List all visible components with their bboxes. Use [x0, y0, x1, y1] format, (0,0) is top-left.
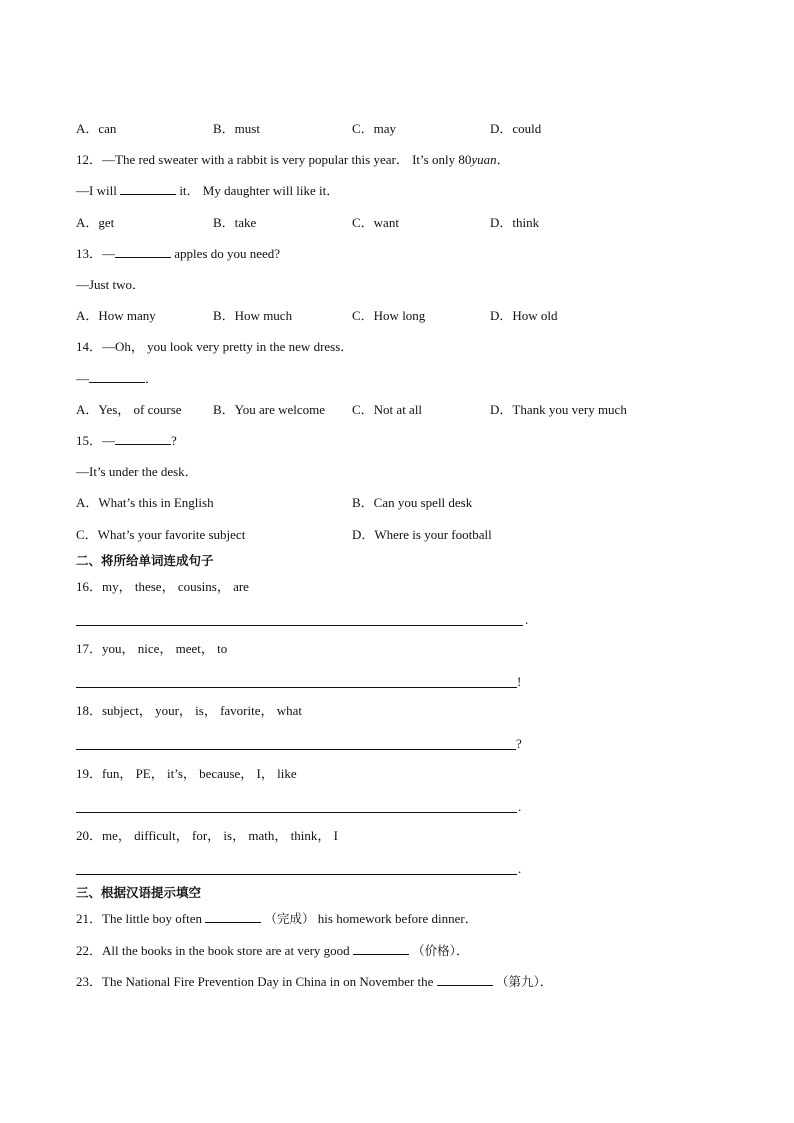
q16-prompt: 16．my， these， cousins， are: [76, 579, 249, 594]
q19-answer-line[interactable]: [76, 796, 517, 813]
q13-option-a[interactable]: A．How many: [76, 308, 156, 323]
q12-option-c[interactable]: C．want: [352, 215, 399, 230]
q12-reply: [76, 183, 339, 199]
q15-option-a[interactable]: A．What’s this in English: [76, 495, 214, 510]
q13-option-c[interactable]: C．How long: [352, 308, 426, 323]
q11-option-b[interactable]: B．must: [213, 121, 260, 136]
q22-start: 22．All the books in the book store are at very good: [76, 943, 353, 958]
q15-option-b[interactable]: B．Can you spell desk: [352, 495, 473, 510]
q22-question: [76, 943, 469, 959]
q11-option-a[interactable]: A．can: [76, 121, 117, 136]
q12-reply-start: —I will: [76, 183, 121, 198]
q13-reply: —Just two．: [76, 277, 145, 292]
section-2-title: 二、将所给单词连成句子: [76, 553, 214, 568]
q13-start: 13．—: [76, 246, 116, 261]
q22-blank[interactable]: [353, 943, 409, 955]
q19-end-mark: .: [518, 799, 522, 814]
q15-start: 15．—: [76, 433, 116, 448]
q20-end-mark: .: [518, 861, 522, 876]
q15-blank[interactable]: [115, 433, 171, 445]
q12-reply-end: it． My daughter will like it．: [176, 183, 340, 198]
q12-question: [76, 152, 510, 168]
q23-start: 23．The National Fire Prevention Day in China in on November the: [76, 974, 437, 989]
q17-end-mark: !: [517, 674, 522, 689]
q12-blank[interactable]: [120, 183, 176, 195]
q14-option-a[interactable]: A．Yes， of course: [76, 402, 182, 417]
q18-prompt: 18．subject， your， is， favorite， what: [76, 703, 303, 718]
q17-answer-line[interactable]: [76, 671, 517, 688]
q13-option-d[interactable]: D．How old: [490, 308, 558, 323]
q13-end: apples do you need?: [171, 246, 281, 261]
q21-hint: （完成）: [264, 911, 315, 926]
q14-option-b[interactable]: B．You are welcome: [213, 402, 326, 417]
q14-blank[interactable]: [89, 371, 145, 383]
q21-start: 21．The little boy often: [76, 911, 206, 926]
q14-reply: [76, 371, 158, 387]
q22-end: ．: [455, 943, 469, 958]
q20-answer-line[interactable]: [76, 858, 517, 875]
q15-option-c[interactable]: C．What’s your favorite subject: [76, 527, 246, 542]
q14-reply-start: —: [76, 371, 89, 386]
q11-option-c[interactable]: C．may: [352, 121, 397, 136]
q12-option-a[interactable]: A．get: [76, 215, 115, 230]
q16-end-mark: .: [525, 612, 529, 627]
q22-hint: （价格）: [412, 943, 456, 958]
q15-end: ?: [171, 433, 177, 448]
q15-reply: —It’s under the desk．: [76, 464, 198, 479]
q14-option-d[interactable]: D．Thank you very much: [490, 402, 627, 417]
q15-option-d[interactable]: D．Where is your football: [352, 527, 492, 542]
q14-reply-end: ．: [145, 371, 159, 386]
q21-question: [76, 911, 478, 927]
q14-question: 14．—Oh， you look very pretty in the new dress．: [76, 339, 354, 354]
q18-end-mark: ?: [516, 736, 522, 751]
q12-option-d[interactable]: D．think: [490, 215, 540, 230]
q13-question: [76, 246, 280, 262]
q12-currency: yuan: [471, 152, 497, 167]
q12-suffix: ．: [496, 152, 510, 167]
q13-blank[interactable]: [115, 246, 171, 258]
q15-question: [76, 433, 177, 449]
q23-end: ．: [539, 974, 553, 989]
q14-option-c[interactable]: C．Not at all: [352, 402, 423, 417]
q18-answer-line[interactable]: [76, 733, 516, 750]
q12-prefix: 12．—The red sweater with a rabbit is very popular this year． It’s only 80: [76, 152, 472, 167]
q13-option-b[interactable]: B．How much: [213, 308, 293, 323]
q21-end: his homework before dinner．: [314, 911, 478, 926]
q23-hint: （第九）: [495, 974, 540, 989]
q12-option-b[interactable]: B．take: [213, 215, 257, 230]
q23-question: [76, 974, 553, 990]
q21-blank[interactable]: [205, 911, 261, 923]
q11-option-d[interactable]: D．could: [490, 121, 542, 136]
q23-blank[interactable]: [437, 974, 493, 986]
q16-answer-line[interactable]: [76, 609, 523, 626]
q20-prompt: 20．me， difficult， for， is， math， think， I: [76, 828, 338, 843]
q17-prompt: 17．you， nice， meet， to: [76, 641, 228, 656]
section-3-title: 三、根据汉语提示填空: [76, 885, 202, 900]
q19-prompt: 19．fun， PE， it’s， because， I， like: [76, 766, 297, 781]
